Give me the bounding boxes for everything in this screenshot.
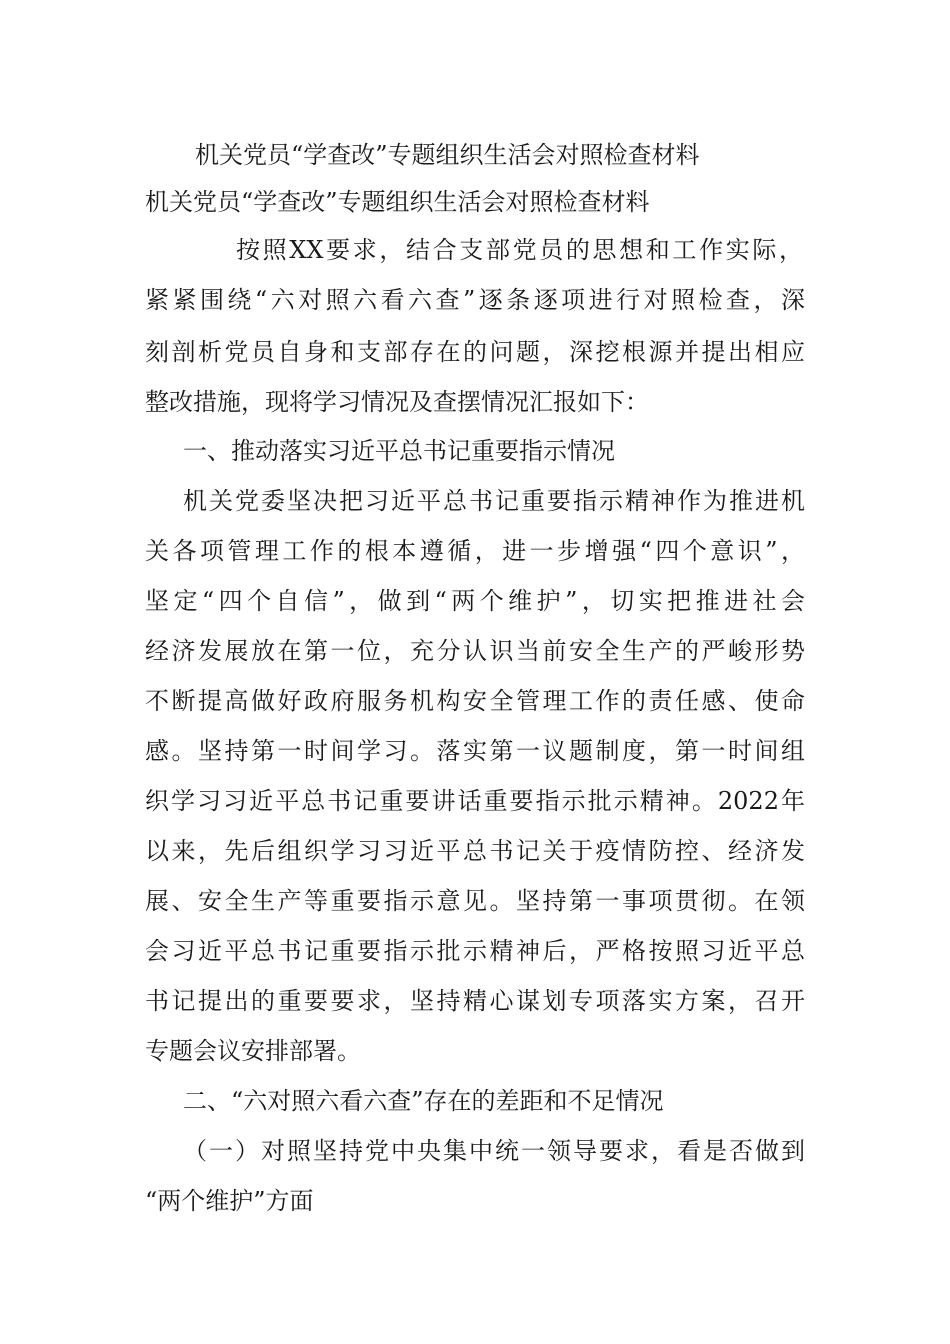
section1-line: 会习近平总书记重要指示批示精神后，严格按照习近平总 [145, 937, 805, 965]
intro-line: 紧紧围绕“六对照六看六查”逐条逐项进行对照检查，深 [145, 286, 805, 314]
document-title: 机关党员“学查改”专题组织生活会对照检查材料 [195, 141, 700, 169]
intro-line: 按照XX要求，结合支部党员的思想和工作实际， [236, 236, 803, 264]
intro-line: 刻剖析党员自身和支部存在的问题，深挖根源并提出相应 [145, 338, 805, 366]
section1-line: 以来，先后组织学习习近平总书记关于疫情防控、经济发 [145, 837, 805, 865]
subsection-line: （一）对照坚持党中央集中统一领导要求，看是否做到 [183, 1137, 805, 1165]
intro-line: 整改措施，现将学习情况及查摆情况汇报如下： [145, 388, 649, 416]
section-heading: 一、推动落实习近平总书记重要指示情况 [183, 437, 615, 465]
section1-line: 经济发展放在第一位，充分认识当前安全生产的严峻形势 [145, 637, 805, 665]
document-subtitle: 机关党员“学查改”专题组织生活会对照检查材料 [145, 188, 650, 216]
section1-line: 不断提高做好政府服务机构安全管理工作的责任感、使命 [145, 687, 805, 715]
section1-line: 机关党委坚决把习近平总书记重要指示精神作为推进机 [183, 487, 805, 515]
section-heading: 二、“六对照六看六查”存在的差距和不足情况 [183, 1087, 664, 1115]
section1-line: 织学习习近平总书记重要讲话重要指示批示精神。2022年 [145, 787, 805, 815]
section1-line: 书记提出的重要要求，坚持精心谋划专项落实方案，召开 [145, 987, 805, 1015]
subsection-line: “两个维护”方面 [145, 1187, 314, 1215]
section1-line: 感。坚持第一时间学习。落实第一议题制度，第一时间组 [145, 737, 805, 765]
section1-line: 坚定“四个自信”，做到“两个维护”，切实把推进社会 [145, 587, 805, 615]
section1-line: 专题会议安排部署。 [145, 1037, 361, 1065]
section1-line: 关各项管理工作的根本遵循，进一步增强“四个意识”， [145, 537, 805, 565]
section1-line: 展、安全生产等重要指示意见。坚持第一事项贯彻。在领 [145, 887, 805, 915]
